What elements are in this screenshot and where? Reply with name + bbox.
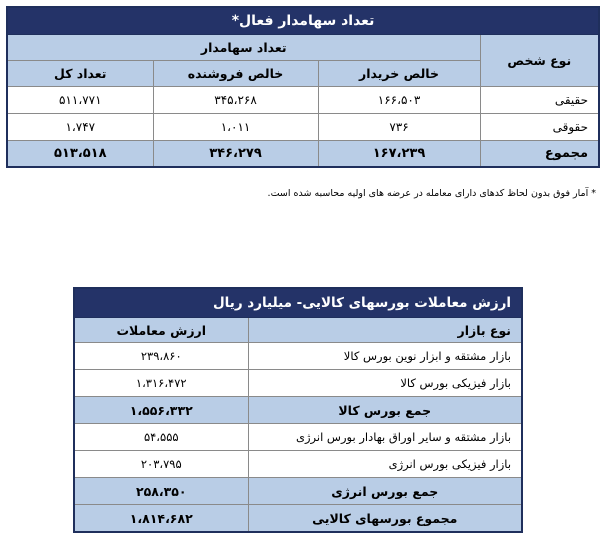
table-row bbox=[74, 343, 522, 370]
person-type-cell: حقیقی bbox=[480, 87, 599, 114]
subtotal-value: ۱،۵۵۶،۳۳۲ bbox=[74, 397, 248, 424]
net-buyer-cell: ۱۶۶،۵۰۳ bbox=[318, 87, 480, 114]
net-seller-cell: ۳۴۵،۲۶۸ bbox=[153, 87, 318, 114]
net-buyer-cell: ۷۳۶ bbox=[318, 114, 480, 141]
sum-net-seller: ۳۴۶،۲۷۹ bbox=[153, 141, 318, 168]
total-cell: ۱،۷۴۷ bbox=[7, 114, 153, 141]
grand-total-value: ۱،۸۱۴،۶۸۲ bbox=[74, 505, 248, 533]
grand-total-row bbox=[74, 505, 522, 533]
table-row bbox=[7, 114, 599, 141]
active-shareholders-table bbox=[6, 6, 600, 168]
sum-net-buyer: ۱۶۷،۲۳۹ bbox=[318, 141, 480, 168]
value-cell: ۲۰۳،۷۹۵ bbox=[74, 451, 248, 478]
subtotal-row bbox=[74, 397, 522, 424]
market-cell: بازار فیزیکی بورس انرژی bbox=[248, 451, 522, 478]
table-row bbox=[74, 370, 522, 397]
total-cell: ۵۱۱،۷۷۱ bbox=[7, 87, 153, 114]
footnote: * آمار فوق بدون لحاظ کدهای دارای معامله در عرضه های اولیه محاسبه شده است. bbox=[267, 188, 596, 199]
person-type-cell: حقوقی bbox=[480, 114, 599, 141]
market-cell: بازار مشتقه و سایر اوراق بهادار بورس انرژی bbox=[248, 424, 522, 451]
header-trade-value: ارزش معاملات bbox=[74, 318, 248, 343]
table-title: تعداد سهامدار فعال* bbox=[7, 7, 599, 35]
header-net-seller: خالص فروشنده bbox=[153, 61, 318, 87]
header-net-buyer: خالص خریدار bbox=[318, 61, 480, 87]
subtotal-row bbox=[74, 478, 522, 505]
value-cell: ۱،۳۱۶،۴۷۲ bbox=[74, 370, 248, 397]
value-cell: ۲۳۹،۸۶۰ bbox=[74, 343, 248, 370]
table-title: ارزش معاملات بورسهای کالایی- میلیارد ریال bbox=[74, 288, 522, 318]
header-market-type: نوع بازار bbox=[248, 318, 522, 343]
value-cell: ۵۴،۵۵۵ bbox=[74, 424, 248, 451]
header-person-type: نوع شخص bbox=[480, 35, 599, 87]
subtotal-label: جمع بورس کالا bbox=[248, 397, 522, 424]
table-row bbox=[7, 87, 599, 114]
header-total: تعداد کل bbox=[7, 61, 153, 87]
sum-total: ۵۱۳،۵۱۸ bbox=[7, 141, 153, 168]
table-row bbox=[74, 424, 522, 451]
net-seller-cell: ۱،۰۱۱ bbox=[153, 114, 318, 141]
header-shareholder-count: تعداد سهامدار bbox=[7, 35, 480, 61]
subtotal-label: جمع بورس انرژی bbox=[248, 478, 522, 505]
sum-row bbox=[7, 141, 599, 168]
market-cell: بازار مشتقه و ابزار نوین بورس کالا bbox=[248, 343, 522, 370]
subtotal-value: ۲۵۸،۳۵۰ bbox=[74, 478, 248, 505]
market-cell: بازار فیزیکی بورس کالا bbox=[248, 370, 522, 397]
grand-total-label: مجموع بورسهای کالایی bbox=[248, 505, 522, 533]
table-row bbox=[74, 451, 522, 478]
sum-label: مجموع bbox=[480, 141, 599, 168]
commodity-exchange-table bbox=[73, 287, 523, 533]
